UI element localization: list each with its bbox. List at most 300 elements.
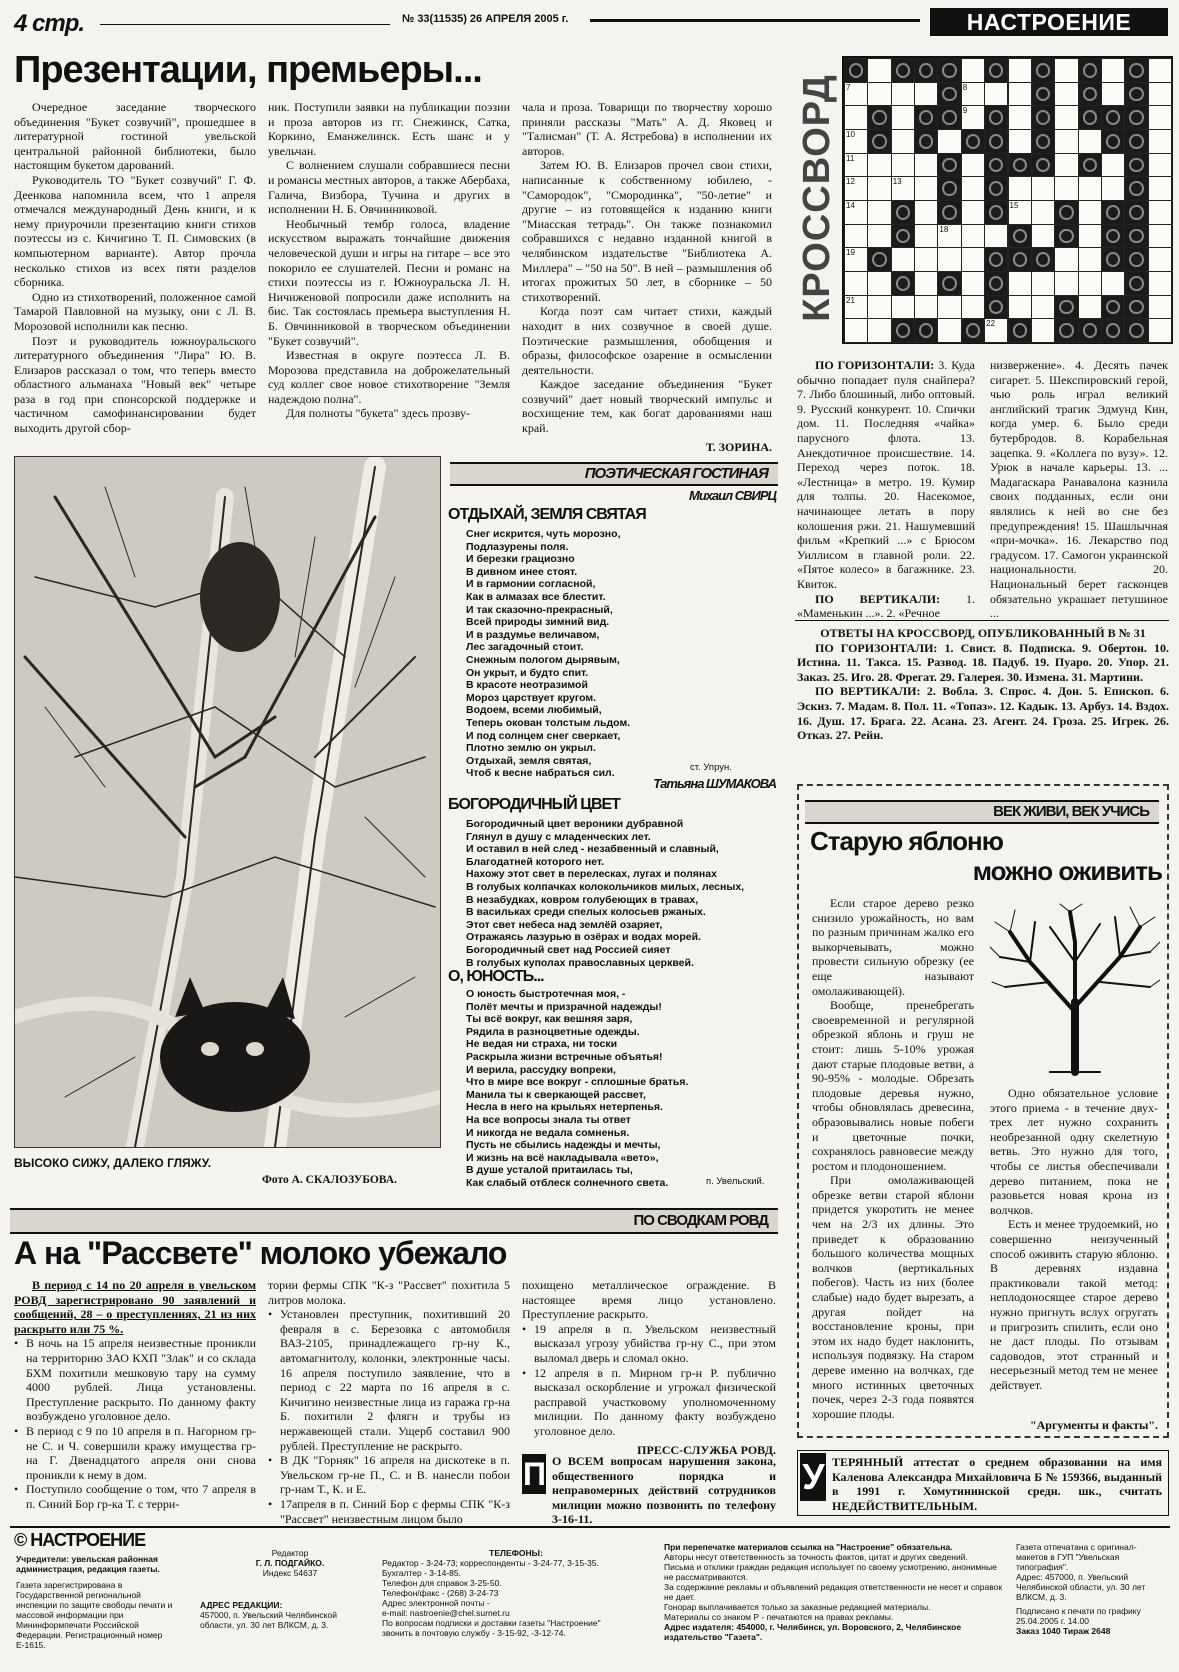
crossword-cell[interactable] bbox=[1148, 318, 1172, 343]
crossword-block-cell bbox=[1008, 318, 1032, 343]
crossword-cell[interactable] bbox=[961, 105, 985, 130]
crossword-block-cell bbox=[1078, 318, 1102, 343]
answers-v-label: ПО ВЕРТИКАЛИ: bbox=[815, 684, 921, 699]
apple-title-1: Старую яблоню bbox=[810, 826, 1003, 856]
crossword-cell[interactable] bbox=[1078, 224, 1102, 249]
printing-house: Газета отпечатана с оригинал-макетов в ГУП "Увельская типография". bbox=[1016, 1542, 1137, 1572]
poem-line: И так сказочно-прекрасный, bbox=[466, 603, 613, 616]
crossword-cell[interactable] bbox=[984, 318, 1008, 343]
crossword-block-cell bbox=[1031, 58, 1055, 83]
crossword-cell[interactable] bbox=[937, 247, 961, 272]
poem-line: Подлазурены поля. bbox=[466, 540, 569, 553]
crossword-cell[interactable] bbox=[1031, 271, 1055, 296]
crossword-cell[interactable] bbox=[867, 318, 891, 343]
phone-line: звонить в почтовую службу - 3-15-92, -3-12-74. bbox=[382, 1628, 566, 1638]
poem-line: И под солнцем снег сверкает, bbox=[466, 729, 621, 742]
crossword-cell[interactable] bbox=[844, 129, 868, 154]
brand-logo bbox=[930, 8, 1168, 36]
paragraph: Поэт и руководитель южноуральского литературного объединения "Лира" Ю. В. Елизаров рассказал о том, что теперь вместо областного альманаха "Новый век" четыре раза в год при спонсорской поддержке и частичном самофинансировании будет выходить другой сбор- bbox=[14, 333, 256, 436]
crossword-cell[interactable] bbox=[1078, 271, 1102, 296]
poem-line: Не ведая ни страха, ни тоски bbox=[466, 1038, 618, 1051]
crossword-cell[interactable] bbox=[961, 176, 985, 201]
note-line: Письма и отклики граждан редакция использует по своему усмотрению, анонимные не рассматриваются. bbox=[664, 1562, 997, 1582]
poem-1 bbox=[466, 528, 766, 780]
crossword-block-cell bbox=[937, 271, 961, 296]
crossword-block-cell bbox=[937, 58, 961, 83]
crossword-cell[interactable] bbox=[891, 82, 915, 107]
crossword-cell[interactable] bbox=[961, 153, 985, 178]
crossword-cell[interactable] bbox=[844, 200, 868, 225]
crossword-block-cell bbox=[984, 153, 1008, 178]
crossword-cell[interactable] bbox=[1031, 318, 1055, 343]
apple-col-1 bbox=[812, 896, 974, 1421]
crossword-cell[interactable] bbox=[1101, 271, 1125, 296]
crossword-cell[interactable] bbox=[914, 295, 938, 320]
poem-line: В душе усталой притаилась ты, bbox=[466, 1164, 633, 1177]
lost-text: ТЕРЯННЫЙ аттестат о среднем образовании на имя Каленова Александра Михайловича Б № 159366, выданный в 1991 г. Хомутининской средн. шк., считать НЕДЕЙСТВИТЕЛЬНЫМ. bbox=[832, 1455, 1162, 1513]
crossword-block-cell bbox=[1078, 82, 1102, 107]
crossword-cell[interactable] bbox=[914, 153, 938, 178]
crossword-cell[interactable] bbox=[1148, 295, 1172, 320]
dropcap: У bbox=[800, 1453, 826, 1501]
poem-line: Снежным пологом дырявым, bbox=[466, 653, 620, 666]
poem-title-2: БОГОРОДИЧНЫЙ ЦВЕТ bbox=[448, 796, 620, 813]
note-line: За содержание рекламы и объявлений редакция ответственности не несет и справок не дает. bbox=[664, 1582, 1003, 1602]
crossword-cell[interactable] bbox=[867, 200, 891, 225]
police-hotline-box bbox=[522, 1454, 776, 1527]
note-line: При перепечатке материалов ссылка на "Настроение" обязательна. bbox=[664, 1542, 953, 1552]
crossword-cell[interactable] bbox=[844, 82, 868, 107]
paragraph: С волнением слушали собравшиеся песни и романсы местных авторов, а также Абербаха, Галича, Визбора, Тучина и других в исполнении Н. Б. Овчинниковой. bbox=[268, 158, 510, 217]
crossword-block-cell bbox=[1031, 82, 1055, 107]
paragraph: Вообще, пренебрегать своевременной и регулярной обрезкой яблонь и груш не стоит: лишь 5-10% урожая дают старые плодовые ветви, а 90-95% - молодые. Обрезать плодовые деревья нужно, чтобы обновлялась древесина, образовывались новые побеги и цветочные почки, сохранялось равновесие между ростом и плодоношением. bbox=[812, 998, 974, 1173]
crossword-cell[interactable] bbox=[891, 105, 915, 130]
poem-line: И в гармонии согласной, bbox=[466, 578, 596, 591]
crossword-cell[interactable] bbox=[867, 153, 891, 178]
crossword-cell[interactable] bbox=[1054, 153, 1078, 178]
poetry-banner: ПОЭТИЧЕСКАЯ ГОСТИНАЯ bbox=[450, 462, 778, 486]
crossword-cell[interactable] bbox=[914, 247, 938, 272]
clue-heading-horizontal: ПО ГОРИЗОНТАЛИ: bbox=[815, 358, 935, 372]
crossword-cell[interactable] bbox=[1054, 105, 1078, 130]
crossword-cell[interactable] bbox=[844, 105, 868, 130]
crossword-cell[interactable] bbox=[1148, 82, 1172, 107]
crossword-clue-number: 22 bbox=[986, 319, 996, 329]
answers-title: ОТВЕТЫ НА КРОССВОРД, ОПУБЛИКОВАННЫЙ В № 31 bbox=[820, 626, 1146, 640]
poem-line: Как слабый отблеск солнечного света. bbox=[466, 1176, 669, 1189]
crossword-clue-number: 8 bbox=[962, 82, 968, 92]
crossword-block-cell bbox=[1101, 318, 1125, 343]
crossword-clue-number: 15 bbox=[1009, 201, 1019, 210]
poem-line: Плотно землю он укрыл. bbox=[466, 742, 596, 755]
crossword-cell[interactable] bbox=[867, 176, 891, 201]
crossword-cell[interactable] bbox=[844, 224, 868, 249]
paragraph: Есть и менее трудоемкий, но совершенно неизученный способ оживить старую яблоню. В деревнях издавна практиковали такой метод: неплодоносящее старое дерево нужно пригнуть вслух огругать и пригрозить спилить, если оно не даст плоды. По отзывам садоводов, этот странный и несерьезный метод тем не менее действует. bbox=[990, 1217, 1158, 1392]
issue-date: № 33(11535) 26 АПРЕЛЯ 2005 г. bbox=[402, 13, 569, 25]
crossword-clues-col-1 bbox=[797, 358, 975, 621]
crossword-cell[interactable] bbox=[914, 200, 938, 225]
crossword-cell[interactable] bbox=[1148, 176, 1172, 201]
crossword-cell[interactable] bbox=[914, 271, 938, 296]
crossword-cell[interactable] bbox=[1054, 271, 1078, 296]
crossword-cell[interactable] bbox=[961, 82, 985, 107]
police-report: • 19 апреля в п. Увельском неизвестный высказал угрозу убийства гр-ну С., при этом выломал дверь и сломал окно. bbox=[522, 1322, 776, 1366]
crossword-block-cell bbox=[1078, 105, 1102, 130]
crossword-block-cell bbox=[1124, 318, 1148, 343]
article-col-1 bbox=[14, 100, 256, 436]
poem-line: Что в мире все вокруг - сплошные братья. bbox=[466, 1076, 689, 1089]
crossword-cell[interactable] bbox=[891, 295, 915, 320]
crossword-cell[interactable] bbox=[891, 129, 915, 154]
crossword-cell[interactable] bbox=[867, 271, 891, 296]
poem-line: О юность быстротечная моя, - bbox=[466, 988, 626, 1000]
police-banner: ПО СВОДКАМ РОВД bbox=[10, 1208, 778, 1234]
crossword-block-cell bbox=[984, 129, 1008, 154]
crossword-cell[interactable] bbox=[1054, 129, 1078, 154]
page-number: 4 стр. bbox=[14, 10, 85, 37]
police-report: • В период с 9 по 10 апреля в п. Нагорном гр-не С. и Ч. совершили кражу имущества гр-на Г. Двенадцатого апреля они снова проникли к нему в дом. bbox=[14, 1424, 256, 1482]
article-title: Презентации, премьеры... bbox=[14, 49, 482, 91]
crossword-cell[interactable] bbox=[844, 271, 868, 296]
crossword-block-cell bbox=[937, 176, 961, 201]
tree-illustration bbox=[990, 902, 1160, 1077]
crossword-cell[interactable] bbox=[1031, 200, 1055, 225]
poem-line: Отдыхай, земля святая, bbox=[466, 754, 592, 767]
crossword-cell[interactable] bbox=[1078, 129, 1102, 154]
crossword-cell[interactable] bbox=[891, 247, 915, 272]
crossword-cell[interactable] bbox=[1148, 129, 1172, 154]
crossword-cell[interactable] bbox=[984, 82, 1008, 107]
crossword-cell[interactable] bbox=[867, 224, 891, 249]
bare-tree-icon bbox=[990, 902, 1160, 1077]
crossword-block-cell bbox=[914, 129, 938, 154]
crossword-block-cell bbox=[891, 58, 915, 83]
crossword-cell[interactable] bbox=[961, 247, 985, 272]
crossword-cell[interactable] bbox=[1008, 105, 1032, 130]
crossword-cell[interactable] bbox=[961, 295, 985, 320]
printing-block bbox=[1016, 1542, 1166, 1636]
crossword-block-cell bbox=[1124, 200, 1148, 225]
poem-line: Этот свет небеса над землёй озаряет, bbox=[466, 918, 663, 931]
poem-line: Рядила в разноцветные одежды. bbox=[466, 1025, 640, 1038]
poem-line: Нахожу этот свет в перелесках, лугах и полянах bbox=[466, 868, 717, 881]
crossword-cell[interactable] bbox=[1054, 247, 1078, 272]
poem-line: Отражаясь лазурью в озёрах и водах морей. bbox=[466, 931, 701, 944]
paragraph: Если старое дерево резко снизило урожайность, но вам по разным причинам жалко его выкорчевывать, можно провести сильную обрезку (ее еще называют омолаживающей). bbox=[812, 896, 974, 998]
crossword-cell[interactable] bbox=[1008, 82, 1032, 107]
crossword-block-cell bbox=[1031, 247, 1055, 272]
paragraph: Известная в округе поэтесса Л. В. Морозова представила на доброжелательный суд коллег свое новое стихотворение "Земля надеждою полна". bbox=[268, 348, 510, 406]
crossword-cell[interactable] bbox=[1054, 176, 1078, 201]
paragraph: Затем Ю. В. Елизаров прочел свои стихи, написанные к собственному юбилею, - "Самородок", "Смородинка", "50-летие" и другие – из готовящейся к изданию книги "Миасская тетрадь". Он также познакомил собравшихся с недавно изданной книгой в челябинском издательстве "Библиотека А. Миллера" – "50 на 50". В ней – размышления об итогах прожитых 50 лет, в сборнике – 50 стихотворений. bbox=[522, 158, 772, 304]
crossword-block-cell bbox=[1101, 247, 1125, 272]
crossword-block-cell bbox=[1124, 153, 1148, 178]
crossword-block-cell bbox=[1124, 105, 1148, 130]
crossword-cell[interactable] bbox=[1148, 105, 1172, 130]
crossword-cell[interactable] bbox=[1148, 153, 1172, 178]
police-title: А на "Рассвете" молоко убежало bbox=[14, 1235, 507, 1271]
crossword-block-cell bbox=[1124, 58, 1148, 83]
crossword-cell[interactable] bbox=[961, 224, 985, 249]
crossword-block-cell bbox=[1101, 105, 1125, 130]
poem-line: В васильках среди спелых колосьев ржаных. bbox=[466, 906, 706, 919]
crossword-cell[interactable] bbox=[1078, 176, 1102, 201]
crossword-block-cell bbox=[867, 247, 891, 272]
note-line: Материалы со знаком Р - печатаются на правах рекламы. bbox=[664, 1612, 894, 1622]
crossword-block-cell bbox=[937, 200, 961, 225]
crossword-cell[interactable] bbox=[1008, 295, 1032, 320]
apple-banner: ВЕК ЖИВИ, ВЕК УЧИСЬ bbox=[805, 800, 1159, 824]
photo-caption: ВЫСОКО СИЖУ, ДАЛЕКО ГЛЯЖУ. bbox=[14, 1156, 212, 1170]
crossword-cell[interactable] bbox=[1148, 58, 1172, 83]
crossword-clue-number: 9 bbox=[962, 106, 968, 116]
crossword-cell[interactable] bbox=[1031, 224, 1055, 249]
crossword-cell[interactable] bbox=[1148, 271, 1172, 296]
poem-line: Как в алмазах все блестит. bbox=[466, 590, 606, 603]
crossword-cell[interactable] bbox=[984, 224, 1008, 249]
crossword-cell[interactable] bbox=[961, 58, 985, 83]
crossword-cell[interactable] bbox=[914, 176, 938, 201]
poem-line: И в раздумье величавом, bbox=[466, 628, 600, 641]
crossword-cell[interactable] bbox=[914, 82, 938, 107]
poem-line: В красоте неотразимой bbox=[466, 679, 588, 692]
subscription-index: Индекс 54637 bbox=[262, 1568, 318, 1578]
poem-title-3: О, ЮНОСТЬ... bbox=[448, 968, 544, 985]
crossword-cell[interactable] bbox=[1054, 58, 1078, 83]
crossword-cell[interactable] bbox=[937, 295, 961, 320]
crossword-cell[interactable] bbox=[1078, 247, 1102, 272]
phones-block bbox=[382, 1548, 650, 1638]
poem-line: На все вопросы знала ты ответ bbox=[466, 1113, 631, 1126]
poem-line: Благодатней которого нет. bbox=[466, 855, 605, 868]
editor-block bbox=[230, 1548, 350, 1578]
crossword-cell[interactable] bbox=[937, 318, 961, 343]
crossword-block-cell bbox=[937, 105, 961, 130]
poem-1-place: ст. Упрун. bbox=[690, 762, 732, 773]
crossword-cell[interactable] bbox=[961, 200, 985, 225]
crossword-cell[interactable] bbox=[1008, 129, 1032, 154]
police-report: • 17апреля в п. Синий Бор с фермы СПК "К-з "Рассвет" неизвестным лицом было bbox=[268, 1497, 510, 1526]
crossword-block-cell bbox=[891, 200, 915, 225]
crossword-block-cell bbox=[961, 129, 985, 154]
note-line: Гонорар выплачивается только за заказные редакцией материалы. bbox=[664, 1602, 931, 1612]
poem-line: Раскрыла жизни встречные объятья! bbox=[466, 1050, 663, 1063]
press-service: ПРЕСС-СЛУЖБА РОВД. bbox=[637, 1442, 776, 1457]
poem-3 bbox=[466, 988, 766, 1190]
police-report: • В ночь на 15 апреля неизвестные проникли на территорию ЗАО КХП "Злак" и со склада БХМ похитили мешковую тару на сумму 4000 рублей. Лица установлены. Преступление раскрыто. По данному факту возбуждено уголовное дело. bbox=[14, 1336, 256, 1424]
crossword-cell[interactable] bbox=[1101, 82, 1125, 107]
poem-line: Лес загадочный стоит. bbox=[466, 641, 584, 654]
paragraph: Для полноты "букета" здесь прозву- bbox=[286, 406, 471, 421]
crossword-block-cell bbox=[1124, 271, 1148, 296]
crossword-cell[interactable] bbox=[1008, 271, 1032, 296]
poem-line: Пусть не сбылись надежды и мечты, bbox=[466, 1139, 661, 1152]
printing-address: Адрес: 457000, п. Увельский Челябинской области, ул. 30 лет ВЛКСМ, д. 3. bbox=[1016, 1572, 1146, 1602]
crossword-cell[interactable] bbox=[891, 153, 915, 178]
poem-line: И оставил в ней след - незабвенный и славный, bbox=[466, 843, 719, 856]
apple-source: "Аргументы и факты". bbox=[1029, 1418, 1158, 1432]
crossword-clue-number: 12 bbox=[846, 177, 855, 187]
paragraph: Одно обязательное условие этого приема - в течение двух-трех лет нужно сохранить необрезанной одну скелетную ветвь. Это нужно для того, чтобы се листья обеспечивали дерево питанием, пока не разовьется новая крона из волчков. bbox=[990, 1086, 1158, 1217]
crossword-block-cell bbox=[961, 318, 985, 343]
poem-line: И жизнь на всё накладывала «вето», bbox=[466, 1151, 659, 1164]
clue-heading-vertical: ПО ВЕРТИКАЛИ: bbox=[815, 591, 941, 606]
phone-line: Бухгалтер - 3-14-85. bbox=[382, 1568, 461, 1578]
crossword-block-cell bbox=[867, 105, 891, 130]
crossword-cell[interactable] bbox=[1008, 58, 1032, 83]
crossword-block-cell bbox=[1124, 176, 1148, 201]
crossword-block-cell bbox=[984, 58, 1008, 83]
police-report-continued: похищено металлическое ограждение. В настоящее время лицо установлено. Преступление раскрыто. bbox=[522, 1278, 776, 1322]
police-lead: В период с 14 по 20 апреля в увельском РОВД зарегистрировано 90 заявлений и сообщений, 28 – о преступлениях, 21 из них раскрыто или 75 %. bbox=[14, 1278, 256, 1336]
address-text: 457000, п. Увельский Челябинской области, ул. 30 лет ВЛКСМ, д. 3. bbox=[200, 1610, 337, 1630]
crossword-cell[interactable] bbox=[891, 176, 915, 201]
poem-3-place: п. Увельский. bbox=[706, 1176, 765, 1187]
poem-line: Полёт мечты и призрачной надежды! bbox=[466, 1000, 662, 1013]
crossword-cell[interactable] bbox=[844, 153, 868, 178]
crossword-cell[interactable] bbox=[1148, 247, 1172, 272]
cat-tree-photo bbox=[14, 456, 441, 1148]
note-line: Авторы несут ответственность за точность фактов, цитат и других сведений. bbox=[664, 1552, 968, 1562]
crossword-cell[interactable] bbox=[844, 247, 868, 272]
apple-title-2: можно оживить bbox=[972, 856, 1162, 886]
footer-brand: © НАСТРОЕНИЕ bbox=[14, 1530, 146, 1550]
crossword-block-cell bbox=[1124, 295, 1148, 320]
crossword-clue-number: 11 bbox=[846, 153, 855, 163]
crossword-block-cell bbox=[1054, 200, 1078, 225]
vertical-clues: 1. «Маменькин ...». 2. «Речное bbox=[797, 591, 975, 621]
poem-line: В голубых куполах православных церквей. bbox=[466, 956, 694, 969]
crossword-cell[interactable] bbox=[1031, 295, 1055, 320]
phone-line: Телефон для справок 3-25-50. bbox=[382, 1578, 502, 1588]
crossword-block-cell bbox=[1078, 58, 1102, 83]
poem-line: Глянул в душу с младенческих лет. bbox=[466, 830, 651, 843]
crossword-cell[interactable] bbox=[914, 224, 938, 249]
article-col-2 bbox=[268, 100, 510, 421]
signature: Т. ЗОРИНА. bbox=[705, 439, 772, 454]
lost-certificate-notice bbox=[797, 1450, 1169, 1516]
address-label: АДРЕС РЕДАКЦИИ: bbox=[200, 1600, 283, 1610]
crossword-cell[interactable] bbox=[844, 318, 868, 343]
crossword-cell[interactable] bbox=[937, 129, 961, 154]
crossword-cell[interactable] bbox=[1101, 176, 1125, 201]
crossword-cell[interactable] bbox=[1101, 153, 1125, 178]
paragraph: Одно из стихотворений, положенное самой Тамарой Павловной на музыку, они с Л. В. Морозовой исполнили как песню. bbox=[14, 289, 256, 333]
paragraph: ник. Поступили заявки на публикации поэзии и проза авторов из гг. Снежинск, Сатка, Коркино, Еманжелинск. Есть шанс и у увельчан. bbox=[268, 100, 510, 158]
crossword-cell[interactable] bbox=[1054, 82, 1078, 107]
crossword-grid bbox=[842, 56, 1173, 344]
paragraph: Когда поэт сам читает стихи, каждый находит в них созвучное в своей душе. Поэтические размышления, обобщения и образы, философское озарение в осмыслении деятельности. bbox=[522, 304, 772, 377]
poem-line: В дивном инее стоят. bbox=[466, 565, 578, 578]
poem-line: И никогда не ведала сомненья. bbox=[466, 1126, 630, 1139]
publisher-address: Адрес издателя: 454000, г. Челябинск, ул. Воровского, 2, Челябинское издательство "Газета". bbox=[664, 1622, 962, 1642]
crossword-cell[interactable] bbox=[1101, 58, 1125, 83]
crossword-cell[interactable] bbox=[867, 295, 891, 320]
police-col-2 bbox=[268, 1278, 510, 1526]
crossword-block-cell bbox=[937, 153, 961, 178]
crossword-block-cell bbox=[914, 105, 938, 130]
crossword-cell[interactable] bbox=[1148, 224, 1172, 249]
crossword-cell[interactable] bbox=[1008, 200, 1032, 225]
order-and-circulation: Заказ 1040 Тираж 2648 bbox=[1016, 1626, 1111, 1636]
dropcap: П bbox=[523, 1456, 545, 1492]
crossword-block-cell bbox=[1031, 129, 1055, 154]
crossword-block-cell bbox=[867, 129, 891, 154]
crossword-clue-number: 14 bbox=[846, 201, 855, 210]
photo-credit: Фото А. СКАЛОЗУБОВА. bbox=[262, 1174, 397, 1186]
crossword-cell[interactable] bbox=[844, 295, 868, 320]
police-report: • Установлен преступник, похитивший 20 февраля в с. Березовка с автомобиля ВАЗ-2105, принадлежащего гр-ну К., автомагнитолу, колонки, электронные часы. 16 апреля поступило заявление, что в период с 22 марта по 16 апреля в с. Кичигино неизвестные лица из гаража гр-на Б. похитили 2 флягн и трубы из нержавеющей стали. Ущерб составил 900 рублей. Преступление не раскрыто. bbox=[268, 1307, 510, 1453]
crossword-block-cell bbox=[1008, 247, 1032, 272]
crossword-clue-number: 21 bbox=[846, 295, 855, 305]
crossword-cell[interactable] bbox=[1008, 176, 1032, 201]
poem-line: Мороз царствует кругом. bbox=[466, 691, 597, 704]
crossword-block-cell bbox=[891, 271, 915, 296]
crossword-block-cell bbox=[914, 58, 938, 83]
crossword-cell[interactable] bbox=[1031, 176, 1055, 201]
crossword-block-cell bbox=[1008, 153, 1032, 178]
crossword-block-cell bbox=[984, 200, 1008, 225]
poem-line: Манила ты к сверкающей рассвет, bbox=[466, 1088, 646, 1101]
vertical-clues-continued: низвержение». 4. Десять пачек сигарет. 5. Шекспировский герой, чью роль играл великий английский трагик Эдмунд Кин, когда умер. 6. Было среди бутербродов. 8. Корабельная зацепка. 9. «Коллега по вузу». 12. Урюк в начале карьеры. 13. ... Мадагаскара Ранавалона казнила своих подданных, если они являлись к ней во сне без предупреждения! 15. Шашлычная «при-мочка». 16. Лекарство под градусом. 17. Самогон украинской национальности. 20. Национальный берет гасконцев обязательно украшает петушиное ... bbox=[990, 358, 1168, 621]
crossword-vertical-title: КРОССВОРД bbox=[796, 74, 838, 322]
crossword-cell[interactable] bbox=[1148, 200, 1172, 225]
police-report-continued: тории фермы СПК "К-з "Рассвет" похитила 5 литров молока. bbox=[268, 1278, 510, 1307]
crossword-cell[interactable] bbox=[1078, 200, 1102, 225]
editor-label: Редактор bbox=[271, 1548, 309, 1558]
email-address: e-mail: nastroenie@chel.surnet.ru bbox=[382, 1608, 510, 1618]
crossword-cell[interactable] bbox=[867, 58, 891, 83]
crossword-block-cell bbox=[844, 58, 868, 83]
crossword-block-cell bbox=[984, 295, 1008, 320]
crossword-block-cell bbox=[1031, 153, 1055, 178]
tree-branches-illustration bbox=[15, 457, 440, 1147]
poem-line: В голубых колпачках колокольчиков милых, лесных, bbox=[466, 880, 745, 893]
crossword-block-cell bbox=[984, 176, 1008, 201]
crossword-cell[interactable] bbox=[961, 271, 985, 296]
police-col-3 bbox=[522, 1278, 776, 1457]
crossword-cell[interactable] bbox=[937, 224, 961, 249]
hotline-text: О ВСЕМ вопросам нарушения закона, общественного порядка и неправомерных действий сотрудников милиции можно позвонить по телефону 3-16-11. bbox=[552, 1454, 776, 1527]
crossword-block-cell bbox=[1101, 224, 1125, 249]
police-report: • 12 апреля в п. Мирном гр-н Р. публично высказал оскорбление и угрожал физической расправой участковому уполномоченному милиции. По данному факту возбуждено уголовное дело. bbox=[522, 1366, 776, 1439]
crossword-cell[interactable] bbox=[1078, 295, 1102, 320]
poem-line: Ты всё вокруг, как вешняя заря, bbox=[466, 1013, 633, 1026]
founders: Учредители: увельская районная администрация, редакция газеты. bbox=[16, 1554, 160, 1574]
crossword-block-cell bbox=[1101, 295, 1125, 320]
phone-line: Редактор - 3-24-73; корреспонденты - 3-24-77, 3-15-35. bbox=[382, 1558, 599, 1568]
apple-col-2 bbox=[990, 1086, 1158, 1392]
phone-line: Адрес электронной почты - bbox=[382, 1598, 490, 1608]
police-report: • В ДК "Горняк" 16 апреля на дискотеке в п. Увельском гр-не П., С. и В. нанесли побои гр-нам Т., К. и Е. bbox=[268, 1453, 510, 1497]
crossword-block-cell bbox=[1124, 82, 1148, 107]
crossword-block-cell bbox=[1124, 224, 1148, 249]
poem-title-1: ОТДЫХАЙ, ЗЕМЛЯ СВЯТАЯ bbox=[448, 506, 646, 523]
poem-2 bbox=[466, 818, 776, 969]
brand-name: НАСТРОЕНИЕ bbox=[966, 9, 1132, 35]
crossword-block-cell bbox=[1124, 247, 1148, 272]
crossword-cell[interactable] bbox=[844, 176, 868, 201]
registration: Газета зарегистрирована в Государственной региональной инспекции по защите свободы печати и массовой информации при Мининформпечати Российской Федерации. Регистрационный номер Е-1615. bbox=[16, 1580, 173, 1650]
crossword-block-cell bbox=[1031, 105, 1055, 130]
crossword-clue-number: 13 bbox=[892, 177, 902, 187]
crossword-clue-number: 19 bbox=[846, 248, 855, 258]
crossword-clue-number: 18 bbox=[939, 224, 949, 234]
poem-line: Он укрыт, и будто спит. bbox=[466, 666, 589, 679]
address-block bbox=[200, 1600, 370, 1630]
crossword-cell[interactable] bbox=[867, 82, 891, 107]
editorial-notes bbox=[664, 1542, 1004, 1642]
